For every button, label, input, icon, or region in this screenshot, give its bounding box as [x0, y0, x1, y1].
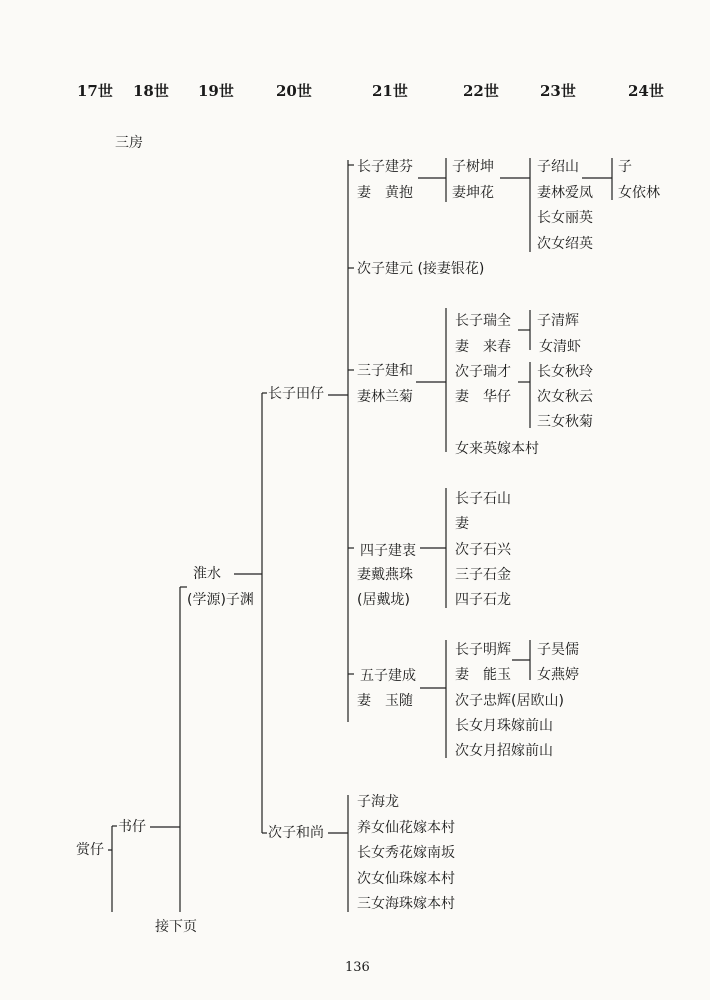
person-jianfen-wife: 妻 黄抱: [357, 185, 413, 201]
person-xianzhu: 次女仙珠嫁本村: [357, 871, 455, 887]
person-qiuling: 长女秋玲: [537, 364, 593, 380]
person-17: 赏仔: [76, 842, 104, 858]
person-18: 书仔: [118, 819, 146, 835]
person-minghui-wife: 妻 能玉: [455, 667, 511, 683]
person-ruiquan: 长子瑞全: [455, 313, 511, 329]
person-jianhe-wife: 妻林兰菊: [357, 389, 413, 405]
person-ruiquan-wife: 妻 来春: [455, 339, 511, 355]
person-qiuju: 三女秋菊: [537, 414, 593, 430]
person-zhonghui: 次子忠辉(居欧山): [455, 693, 564, 709]
person-shaoshan-wife: 妻林爱凤: [537, 185, 593, 201]
person-ruicai-wife: 妻 华仔: [455, 389, 511, 405]
person-19-alias: (学源)子渊: [187, 592, 254, 608]
person-shilong: 四子石龙: [455, 592, 511, 608]
person-jianyuan: 次子建元 (接妻银花): [357, 261, 485, 277]
person-yuezhao: 次女月招嫁前山: [455, 743, 553, 759]
person-19-name: 淮水: [193, 566, 221, 582]
person-shixing: 次子石兴: [455, 542, 511, 558]
person-jianzhong: 四子建衷: [360, 543, 416, 559]
person-minghui: 长子明辉: [455, 642, 511, 658]
person-ruicai: 次子瑞才: [455, 364, 511, 380]
generation-20: 20世: [276, 82, 312, 100]
person-jianzhong-wife: 妻戴燕珠: [357, 567, 413, 583]
person-zi: 子: [618, 159, 632, 175]
person-xianhua: 养女仙花嫁本村: [357, 820, 455, 836]
person-20-eldest: 长子田仔: [268, 386, 324, 402]
person-hailong: 子海龙: [357, 794, 399, 810]
person-laiying: 女来英嫁本村: [455, 441, 539, 457]
branch-title: 三房: [115, 135, 143, 151]
person-qinghui: 子清辉: [537, 313, 579, 329]
generation-22: 22世: [463, 82, 499, 100]
person-jianzhong-residence: (居戴垅): [357, 592, 410, 608]
person-yanting: 女燕婷: [537, 667, 579, 683]
generation-17: 17世: [77, 82, 113, 100]
person-xiuhua: 长女秀花嫁南坂: [357, 845, 455, 861]
person-20-second: 次子和尚: [268, 825, 324, 841]
generation-19: 19世: [198, 82, 234, 100]
person-jianfen: 长子建芬: [357, 159, 413, 175]
page-number: 136: [345, 960, 370, 975]
person-haizhu: 三女海珠嫁本村: [357, 896, 455, 912]
generation-21: 21世: [372, 82, 408, 100]
person-qiuyun: 次女秋云: [537, 389, 593, 405]
person-qingxia: 女清虾: [539, 339, 581, 355]
person-yuezhu: 长女月珠嫁前山: [455, 718, 553, 734]
person-shaoshan: 子绍山: [537, 159, 579, 175]
connector-17-18: [108, 826, 112, 912]
person-shukun: 子树坤: [452, 159, 494, 175]
person-shishan: 长子石山: [455, 491, 511, 507]
generation-18: 18世: [133, 82, 169, 100]
person-yilin: 女依林: [618, 185, 660, 201]
generation-24: 24世: [628, 82, 664, 100]
person-jianhe: 三子建和: [357, 363, 413, 379]
person-liying: 长女丽英: [537, 210, 593, 226]
person-jiancheng: 五子建成: [360, 668, 416, 684]
person-shijin: 三子石金: [455, 567, 511, 583]
person-haoru: 子昊儒: [537, 642, 579, 658]
person-shishan-wife: 妻: [455, 516, 469, 532]
person-jiancheng-wife: 妻 玉随: [357, 693, 413, 709]
generation-23: 23世: [540, 82, 576, 100]
person-shaoying: 次女绍英: [537, 236, 593, 252]
continued-note: 接下页: [155, 919, 197, 935]
person-shukun-wife: 妻坤花: [452, 185, 494, 201]
